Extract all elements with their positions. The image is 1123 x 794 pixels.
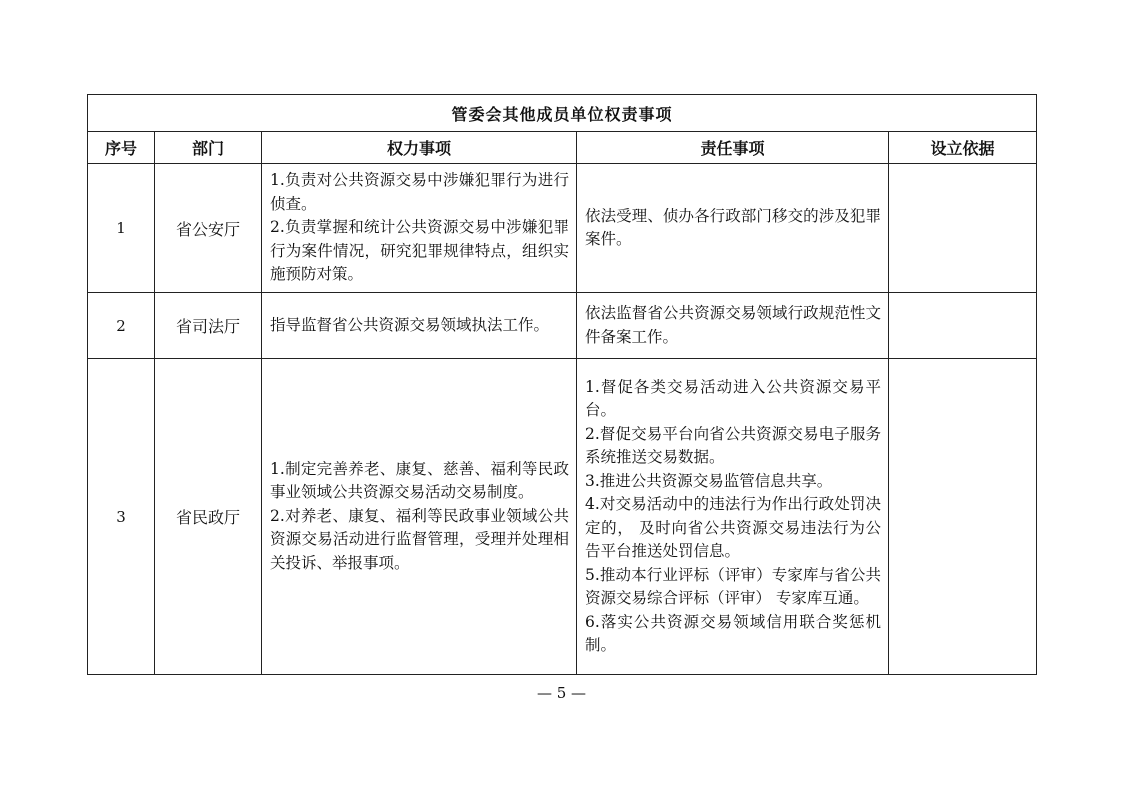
table-title: 管委会其他成员单位权责事项: [88, 95, 1037, 132]
power-item: 2.对养老、康复、福利等民政事业领域公共资源交易活动进行监督管理，受理并处理相关投诉、举报事项。: [270, 506, 569, 572]
duty-item: 5.推动本行业评标（评审）专家库与省公共资源交易综合评标（评审） 专家库互通。: [585, 565, 881, 607]
duty-item: 1.督促各类交易活动进入公共资源交易平台。: [585, 377, 881, 419]
table-row: [88, 293, 1037, 359]
row-number: 3: [88, 359, 155, 675]
row-department: 省民政厅: [155, 359, 262, 675]
row-number: 1: [88, 164, 155, 293]
duty-item: 3.推进公共资源交易监管信息共享。: [585, 471, 833, 490]
duty-items: [577, 164, 889, 293]
duty-item: 依法监督省公共资源交易领域行政规范性文件备案工作。: [585, 304, 881, 346]
duty-item: 2.督促交易平台向省公共资源交易电子服务系统推送交易数据。: [585, 424, 881, 466]
duty-item: 4.对交易活动中的违法行为作出行政处罚决定的， 及时向省公共资源交易违法行为公告平台推送处罚信息。: [585, 495, 881, 560]
duty-item: 6.落实公共资源交易领域信用联合奖惩机制。: [585, 612, 881, 654]
power-item: 1.制定完善养老、康复、慈善、福利等民政事业领域公共资源交易活动交易制度。: [270, 459, 569, 502]
authority-table: [87, 94, 1037, 675]
power-items: [262, 293, 577, 359]
duty-item: 依法受理、侦办各行政部门移交的涉及犯罪案件。: [585, 206, 881, 248]
power-item: 1.负责对公共资源交易中涉嫌犯罪行为进行侦查。: [270, 171, 569, 213]
table-row: [88, 359, 1037, 675]
table-row: [88, 164, 1037, 293]
header-duty: 责任事项: [577, 132, 889, 164]
header-seq: 序号: [88, 132, 155, 164]
basis-cell: [889, 359, 1037, 675]
power-item: 2.负责掌握和统计公共资源交易中涉嫌犯罪行为案件情况，研究犯罪规律特点，组织实施预防对策。: [270, 218, 569, 284]
duty-items: [577, 359, 889, 675]
header-basis: 设立依据: [889, 132, 1037, 164]
row-department: 省公安厅: [155, 164, 262, 293]
row-department: 省司法厅: [155, 293, 262, 359]
basis-cell: [889, 293, 1037, 359]
power-item: 指导监督省公共资源交易领域执法工作。: [270, 315, 550, 334]
header-power: 权力事项: [262, 132, 577, 164]
power-items: [262, 359, 577, 675]
power-items: [262, 164, 577, 293]
duty-items: [577, 293, 889, 359]
header-dept: 部门: [155, 132, 262, 164]
row-number: 2: [88, 293, 155, 359]
page-number: — 5 —: [536, 684, 587, 702]
basis-cell: [889, 164, 1037, 293]
